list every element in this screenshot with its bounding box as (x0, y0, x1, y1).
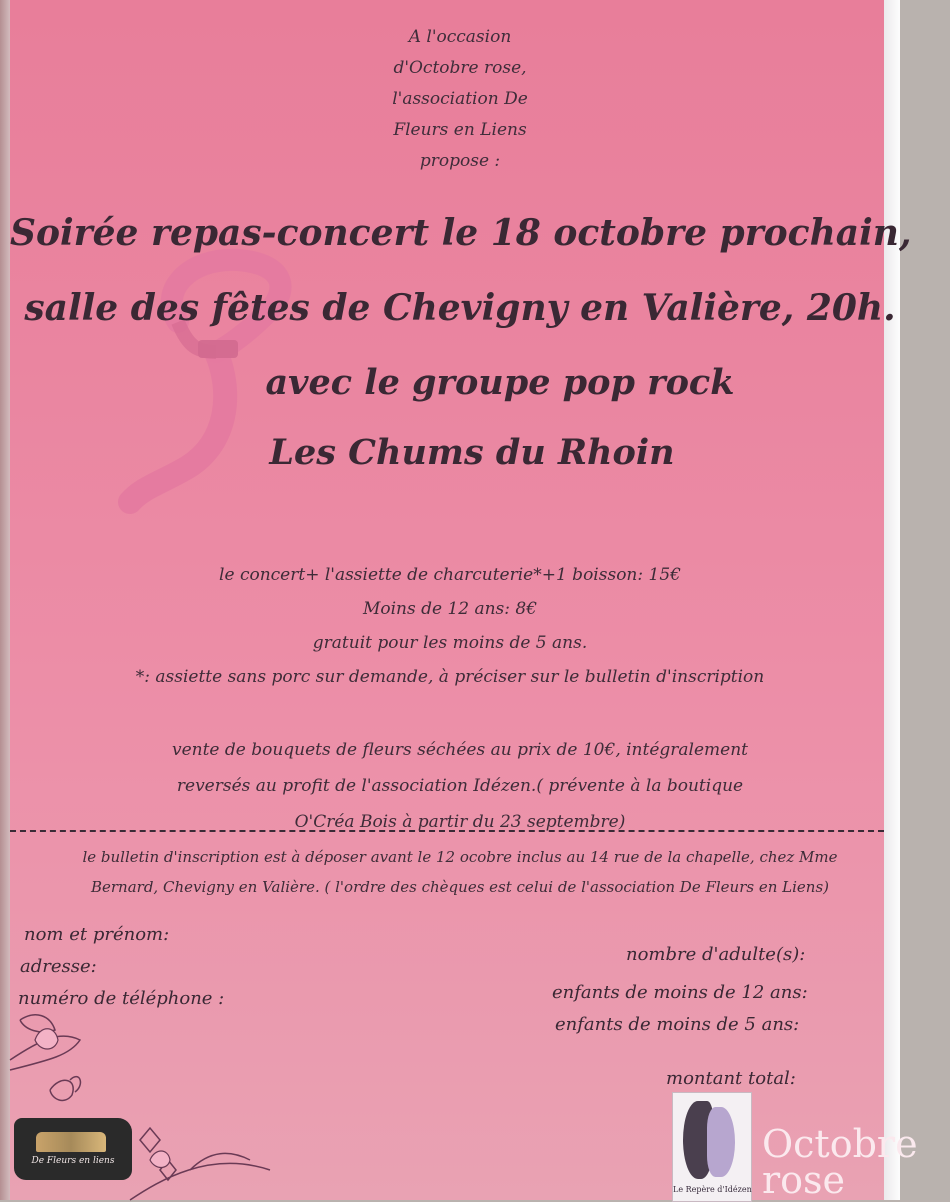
event-title: Soirée repas-concert le 18 octobre prochain, (10, 212, 912, 254)
de-fleurs-en-liens-logo (14, 1118, 132, 1180)
bouquet-line: reversés au profit de l'association Idézen.( prévente à la boutique (176, 776, 744, 796)
intro-line: propose : (419, 151, 501, 171)
price-line: Moins de 12 ans: 8€ (362, 599, 538, 619)
adults-count-label: nombre d'adulte(s): (626, 944, 806, 965)
phone-field-label: numéro de téléphone : (18, 988, 225, 1009)
idezen-caption: Le Repère d'Idézen (673, 1185, 752, 1194)
bouquet-line: vente de bouquets de fleurs séchées au prix de 10€, intégralement (171, 740, 749, 760)
octobre-rose-line2: rose (762, 1158, 846, 1202)
flyer (10, 0, 918, 1202)
event-band-intro: avec le groupe pop rock (265, 362, 735, 403)
cut-line-divider (10, 830, 884, 832)
logo-houses (36, 1132, 106, 1152)
event-band-name: Les Chums du Rhoin (269, 432, 675, 473)
intro-line: Fleurs en Liens (393, 120, 527, 140)
children-under-5-label: enfants de moins de 5 ans: (555, 1014, 800, 1035)
logo-left-text: De Fleurs en liens (31, 1156, 115, 1166)
deposit-line: le bulletin d'inscription est à déposer avant le 12 ocobre inclus au 14 rue de la chapelle, chez Mme (82, 848, 838, 866)
event-venue: salle des fêtes de Chevigny en Valière, 20h. (24, 287, 896, 329)
children-under-12-label: enfants de moins de 12 ans: (552, 982, 808, 1003)
deposit-instructions (10, 842, 910, 902)
octobre-rose-line1: Octobre (762, 1122, 918, 1166)
idezen-logo (672, 1092, 752, 1202)
intro-line: l'association De (392, 89, 528, 109)
price-line: le concert+ l'assiette de charcuterie*+1 boisson: 15€ (219, 565, 681, 585)
total-amount-label: montant total: (666, 1068, 796, 1089)
intro-text (10, 22, 910, 177)
address-field-label: adresse: (20, 956, 97, 977)
bouquet-line: O'Créa Bois à partir du 23 septembre) (294, 812, 626, 832)
intro-line: A l'occasion (408, 27, 512, 47)
bouquet-sale-info (10, 732, 910, 840)
deposit-line: Bernard, Chevigny en Valière. ( l'ordre des chèques est celui de l'association De Fleurs en Liens) (90, 878, 830, 896)
price-line: gratuit pour les moins de 5 ans. (312, 633, 588, 653)
profile-silhouette-icon (707, 1107, 735, 1177)
price-list (10, 558, 890, 694)
price-footnote: *: assiette sans porc sur demande, à préciser sur le bulletin d'inscription (135, 667, 765, 687)
octobre-rose-logo (762, 1122, 918, 1202)
name-field-label: nom et prénom: (24, 924, 170, 945)
intro-line: d'Octobre rose, (393, 58, 527, 78)
